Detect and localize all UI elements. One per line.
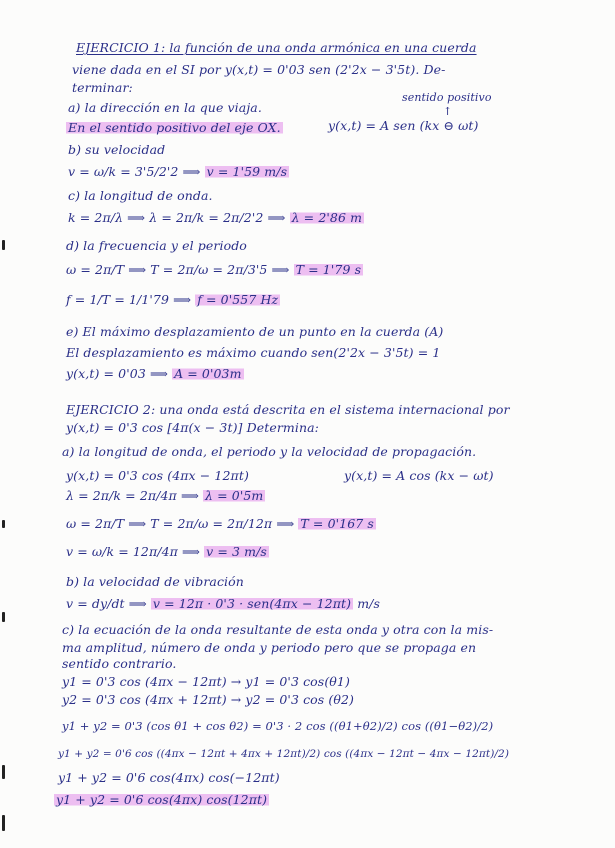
ex2-a-equation: y(x,t) = 0'3 cos (4πx − 12πt): [66, 468, 249, 483]
ex2-a-calc3: [66, 544, 269, 560]
ex1-e-calc-text: y(x,t) = 0'03 ⟹: [66, 366, 168, 381]
ex2-a-calc2: [66, 516, 376, 532]
ex2-b-question: b) la velocidad de vibración: [66, 574, 244, 589]
ex1-d-question: d) la frecuencia y el periodo: [66, 238, 247, 253]
ex1-b-calc-text: v = ω/k = 3'5/2'2 ⟹: [68, 164, 201, 179]
ex1-c-question: c) la longitud de onda.: [68, 188, 213, 203]
ex2-title-line2: y(x,t) = 0'3 cos [4π(x − 3t)] Determina:: [66, 420, 319, 435]
ex2-a-calc3-text: v = ω/k = 12π/4π ⟹: [66, 544, 201, 559]
ex1-b-result: v = 1'59 m/s: [206, 164, 288, 179]
ex1-title-line1: [76, 40, 477, 56]
ex1-d-result2: f = 0'557 Hz: [197, 292, 279, 307]
ex2-b-unit: m/s: [357, 596, 381, 611]
ex1-d-calc1-text: ω = 2π/T ⟹ T = 2π/ω = 2π/3'5 ⟹: [66, 262, 290, 277]
binder-mark: [2, 765, 5, 779]
ex2-a-formula: y(x,t) = A cos (kx − ωt): [344, 468, 494, 483]
ex1-note-arrow: ↑: [443, 105, 453, 118]
ex2-a-question: a) la longitud de onda, el periodo y la velocidad de propagación.: [62, 444, 477, 459]
ex2-a-calc1: [66, 488, 265, 504]
ex1-title-line2: viene dada en el SI por y(x,t) = 0'03 sen (2'2x − 3'5t). De-: [72, 62, 446, 77]
ex1-b-question: b) su velocidad: [68, 142, 166, 157]
ex1-e-answer: El desplazamiento es máximo cuando sen(2'2x − 3'5t) = 1: [66, 345, 441, 360]
ex1-a-answer-text: En el sentido positivo del eje OX.: [68, 120, 281, 135]
ex2-a-result3: v = 3 m/s: [206, 544, 267, 559]
ex1-d-calc1: [66, 262, 363, 278]
ex1-c-calc: [68, 210, 364, 226]
ex2-a-calc2-text: ω = 2π/T ⟹ T = 2π/ω = 2π/12π ⟹: [66, 516, 295, 531]
ex2-c-y1: y1 = 0'3 cos (4πx − 12πt) → y1 = 0'3 cos(θ1): [62, 674, 350, 689]
ex2-a-result2: T = 0'167 s: [300, 516, 374, 531]
ex1-title-line3: terminar:: [72, 80, 133, 95]
ex2-c-simplified: y1 + y2 = 0'6 cos(4πx) cos(−12πt): [58, 770, 280, 785]
ex1-d-result1: T = 1'79 s: [295, 262, 362, 277]
ex2-b-calc: [66, 596, 380, 612]
ex2-b-result: v = 12π · 0'3 · sen(4πx − 12πt): [152, 596, 352, 611]
ex2-title-line1: EJERCICIO 2: una onda está descrita en el sistema internacional por: [66, 402, 510, 417]
ex2-c-y2: y2 = 0'3 cos (4πx + 12πt) → y2 = 0'3 cos (θ2): [62, 692, 355, 707]
ex1-d-calc2-text: f = 1/T = 1/1'79 ⟹: [66, 292, 192, 307]
ex1-c-result: λ = 2'86 m: [291, 210, 363, 225]
ex1-note: sentido positivo: [402, 91, 492, 104]
ex1-a-answer: [66, 120, 283, 136]
ex2-a-result1: λ = 0'5m: [205, 488, 264, 503]
ex1-e-result: A = 0'03m: [174, 366, 242, 381]
ex1-e-question: e) El máximo desplazamiento de un punto en la cuerda (A): [66, 324, 444, 339]
ex1-c-calc-text: k = 2π/λ ⟹ λ = 2π/k = 2π/2'2 ⟹: [68, 210, 286, 225]
ex2-c-question-line2: ma amplitud, número de onda y periodo pero que se propaga en: [62, 640, 477, 655]
binder-mark: [2, 612, 5, 622]
ex1-e-calc: [66, 366, 244, 382]
ex2-c-result-text: y1 + y2 = 0'6 cos(4πx) cos(12πt): [56, 792, 268, 807]
ex1-heading: EJERCICIO 1: la función de una onda armónica en una cuerda: [76, 40, 477, 55]
ex1-a-formula: y(x,t) = A sen (kx ⊖ ωt): [328, 118, 479, 133]
ex2-a-calc1-text: λ = 2π/k = 2π/4π ⟹: [66, 488, 199, 503]
binder-mark: [2, 815, 5, 831]
ex2-b-calc-text: v = dy/dt ⟹: [66, 596, 147, 611]
ex1-d-calc2: [66, 292, 280, 308]
ex2-c-question-line3: sentido contrario.: [62, 656, 177, 671]
ex1-a-question: a) la dirección en la que viaja.: [68, 100, 262, 115]
ex1-b-calc: [68, 164, 289, 180]
binder-mark: [2, 520, 5, 528]
ex2-c-result: [54, 792, 269, 808]
binder-mark: [2, 240, 5, 250]
ex2-c-expanded: y1 + y2 = 0'6 cos ((4πx − 12πt + 4πx + 12πt)/2) cos ((4πx − 12πt − 4πx − 12πt)/2): [58, 748, 510, 760]
ex2-c-sum: y1 + y2 = 0'3 (cos θ1 + cos θ2) = 0'3 · 2 cos ((θ1+θ2)/2) cos ((θ1−θ2)/2): [62, 719, 494, 733]
ex2-c-question-line1: c) la ecuación de la onda resultante de esta onda y otra con la mis-: [62, 622, 494, 637]
